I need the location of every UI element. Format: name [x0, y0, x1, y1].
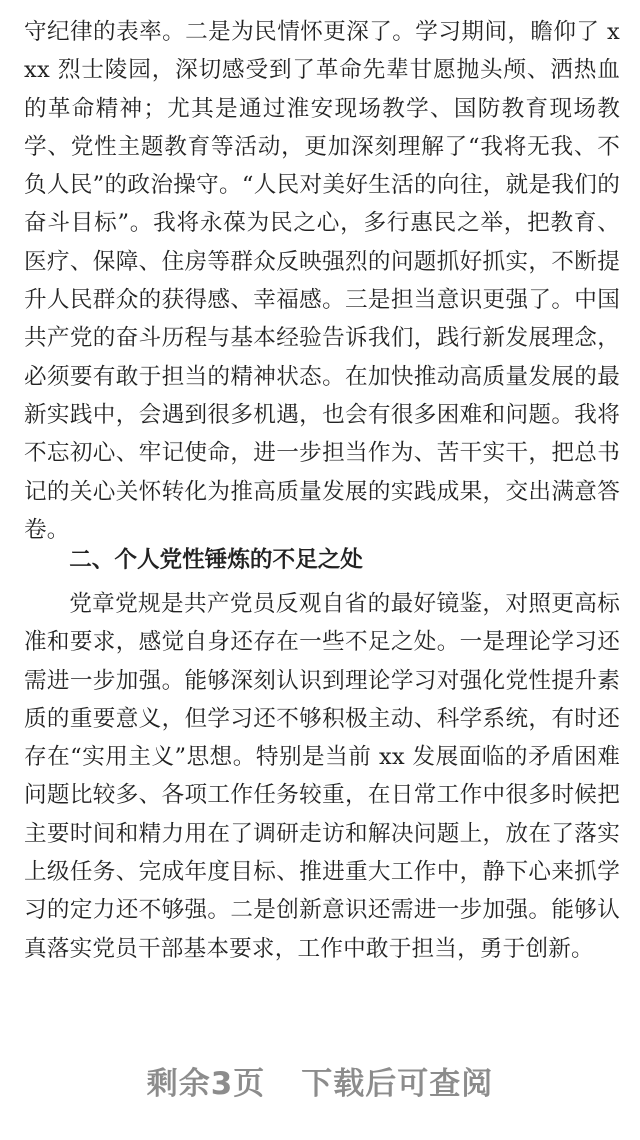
paragraph-continuation: 守纪律的表率。二是为民情怀更深了。学习期间，瞻仰了 xxx 烈士陵园，深切感受到了革命先辈甘愿抛头颅、洒热血的革命精神；尤其是通过淮安现场教学、国防教育现场教学、党性主题教育等活动，更加深刻理解了“我将无我、不负人民”的政治操守。“人民对美好生活的向往，就是我们的奋斗目标”。我将永葆为民之心，多行惠民之举，把教育、医疗、保障、住房等群众反映强烈的问题抓好抓实，不断提升人民群众的获得感、幸福感。三是担当意识更强了。中国共产党的奋斗历程与基本经验告诉我们，践行新发展理念，必须要有敢于担当的精神状态。在加快推动高质量发展的最新实践中，会遇到很多机遇，也会有很多困难和问题。我将不忘初心、牢记使命，进一步担当作为、苦干实干，把总书记的关心关怀转化为推高质量发展的实践成果，交出满意答卷。: [24, 19, 620, 543]
paragraph-section2: 党章党规是共产党员反观自省的最好镜鉴，对照更高标准和要求，感觉自身还存在一些不足之处。一是理论学习还需进一步加强。能够深刻认识到理论学习对强化党性提升素质的重要意义，但学习还不够积极主动、科学系统，有时还存在“实用主义”思想。特别是当前 xx 发展面临的矛盾困难问题比较多、各项工作任务较重，在日常工作中很多时候把主要时间和精力用在了调研走访和解决问题上，放在了落实上级任务、完成年度目标、推进重大工作中，静下心来抓学习的定力还不够强。二是创新意识还需进一步加强。能够认真落实党员干部基本要求，工作中敢于担当，勇于创新。: [24, 591, 620, 962]
section-heading: 二、个人党性锤炼的不足之处: [69, 547, 363, 573]
download-banner[interactable]: [0, 1050, 640, 1110]
remaining-pages-label[interactable]: 剩余3页: [146, 1065, 266, 1102]
download-prompt-label[interactable]: 下载后可查阅: [301, 1065, 494, 1102]
